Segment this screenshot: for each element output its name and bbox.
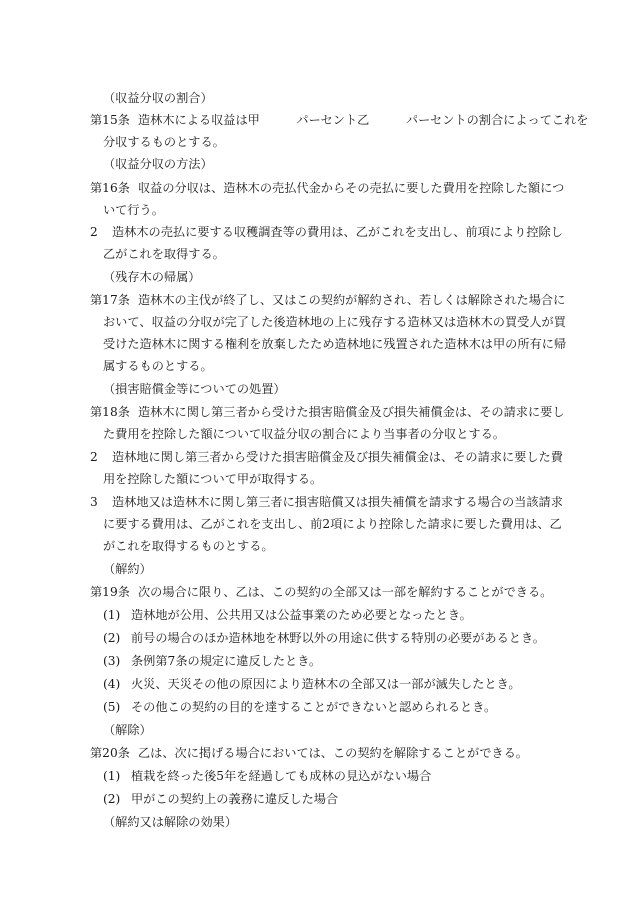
item-number: (1) [103, 769, 121, 783]
list-item [103, 768, 431, 784]
paragraph-number: 3 [90, 495, 98, 509]
list-item [103, 653, 321, 669]
list-item [103, 630, 545, 646]
article-17 [90, 292, 565, 308]
article-number: 第15条 [90, 113, 130, 127]
article-continuation: 受けた造林木に関する権利を放棄したため造林地に残置された造林木は甲の所有に帰 [103, 337, 567, 351]
paragraph-number: 2 [90, 450, 98, 464]
item-number: (5) [103, 700, 121, 714]
item-number: (2) [103, 792, 121, 806]
section-heading: （損害賠償金等についての処置） [103, 382, 286, 396]
item-text: 造林地が公用、公共用又は公益事業のため必要となったとき。 [131, 608, 472, 622]
article-number: 第18条 [90, 405, 130, 419]
article-continuation: いて行う。 [103, 203, 164, 217]
paragraph-text: 造林木の売払に要する収穫調査等の費用は、乙がこれを支出し、前項により控除し [112, 225, 563, 239]
article-text: 収益の分収は、造林木の売払代金からその売払に要した費用を控除した額につ [138, 181, 565, 195]
article-18 [90, 404, 565, 420]
paragraph-continuation: 用を控除した額について甲が取得する。 [103, 472, 323, 486]
paragraph-continuation: 乙がこれを取得する。 [103, 247, 225, 261]
section-heading: （解除） [103, 723, 152, 737]
section-heading: （解約） [103, 562, 152, 576]
section-heading: （収益分収の割合） [103, 91, 213, 105]
list-item [103, 791, 338, 807]
paragraph-text: 造林地又は造林木に関し第三者に損害賠償又は損失補償を請求する場合の当該請求 [112, 495, 563, 509]
item-text: 甲がこの契約上の義務に違反した場合 [131, 792, 339, 806]
article-number: 第17条 [90, 293, 130, 307]
article-continuation: 属するものとする。 [103, 359, 213, 373]
paragraph-number: 2 [90, 225, 98, 239]
article-text: 造林木の主伐が終了し、又はこの契約が解約され、若しくは解除された場合に [138, 293, 566, 307]
article-19 [90, 584, 552, 600]
article-text: 次の場合に限り、乙は、この契約の全部又は一部を解約することができる。 [138, 585, 553, 599]
article-20 [90, 745, 528, 761]
paragraph-continuation: がこれを取得するものとする。 [103, 539, 274, 553]
paragraph-text: 造林地に関し第三者から受けた損害賠償金及び損失補償金は、その請求に要した費 [112, 450, 563, 464]
section-heading: （残存木の帰属） [103, 270, 201, 284]
item-text: 条例第7条の規定に違反したとき。 [131, 654, 322, 668]
item-number: (4) [103, 677, 121, 691]
paragraph-2 [90, 224, 563, 240]
list-item [103, 607, 472, 623]
article-continuation: 分収するものとする。 [103, 135, 225, 149]
list-item [103, 699, 496, 715]
article-15 [90, 112, 588, 128]
item-number: (2) [103, 631, 121, 645]
article-continuation: おいて、収益の分収が完了した後造林地の上に残存する造林又は造林木の買受人が買 [103, 315, 566, 329]
article-text: 造林木に関し第三者から受けた損害賠償金及び損失補償金は、その請求に要し [138, 405, 565, 419]
article-number: 第16条 [90, 181, 130, 195]
paragraph-2 [90, 449, 563, 465]
item-number: (3) [103, 654, 121, 668]
item-number: (1) [103, 608, 121, 622]
article-16 [90, 180, 564, 196]
list-item [103, 676, 521, 692]
article-text: 造林木による収益は甲 パーセント乙 パーセントの割合によってこれを [138, 113, 589, 127]
article-continuation: た費用を控除した額について収益分収の割合により当事者の分収とする。 [103, 427, 505, 441]
article-text: 乙は、次に掲げる場合においては、この契約を解除することができる。 [138, 746, 528, 760]
item-text: 植栽を終った後5年を経過しても成林の見込がない場合 [131, 769, 432, 783]
item-text: 前号の場合のほか造林地を林野以外の用途に供する特別の必要があるとき。 [131, 631, 545, 645]
article-number: 第20条 [90, 746, 130, 760]
item-text: 火災、天災その他の原因により造林木の全部又は一部が滅失したとき。 [131, 677, 521, 691]
paragraph-3 [90, 494, 563, 510]
paragraph-continuation: に要する費用は、乙がこれを支出し、前2項により控除した請求に要した費用は、乙 [103, 517, 562, 531]
section-heading: （解約又は解除の効果） [103, 815, 238, 829]
item-text: その他この契約の目的を達することができないと認められるとき。 [131, 700, 497, 714]
article-number: 第19条 [90, 585, 130, 599]
section-heading: （収益分収の方法） [103, 157, 213, 171]
